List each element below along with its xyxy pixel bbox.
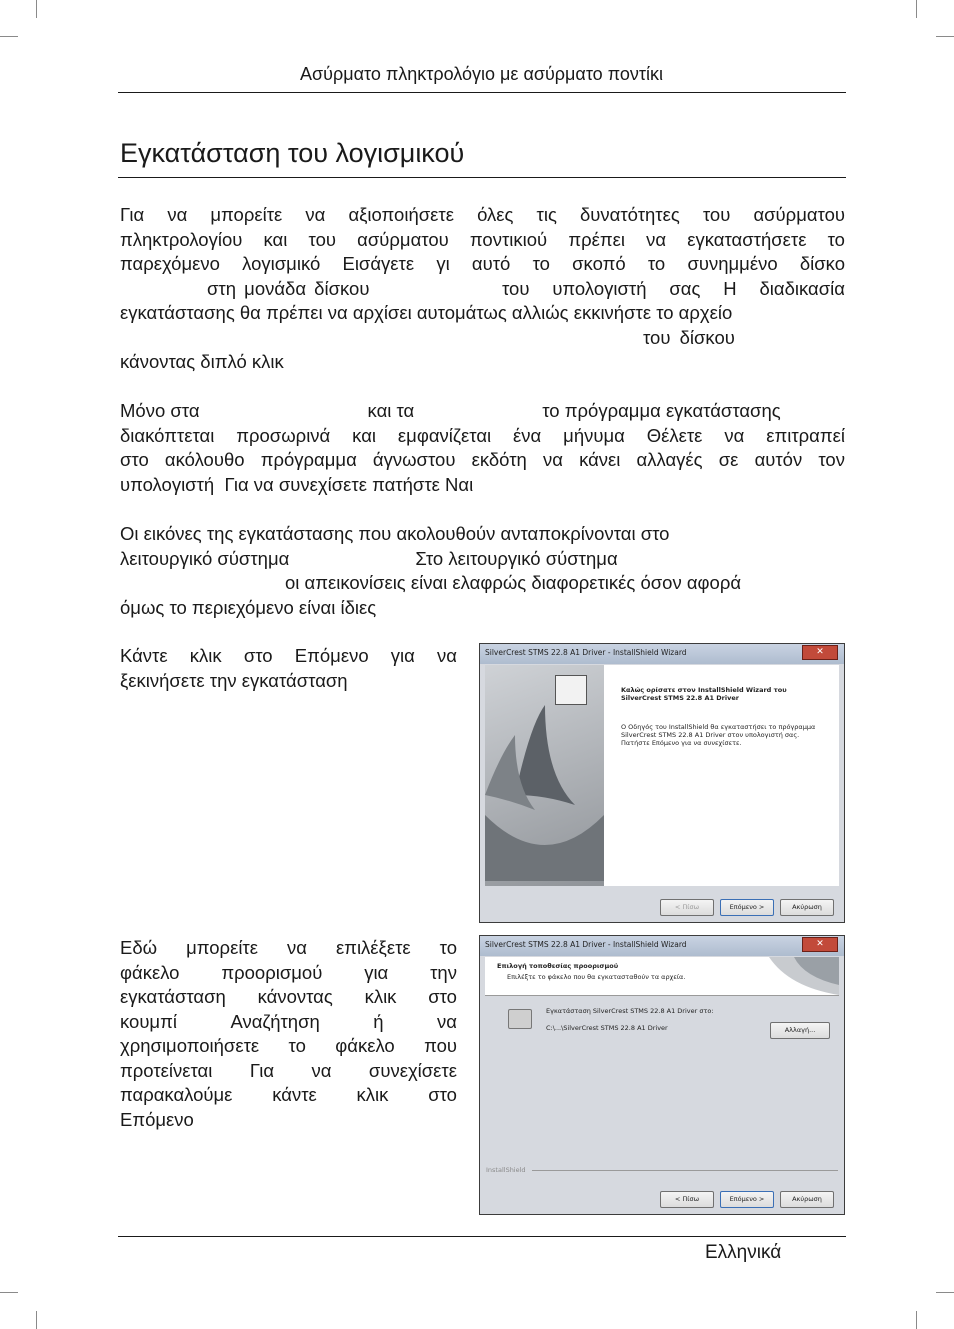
section-title: Εγκατάσταση του λογισμικού (120, 138, 465, 168)
footer-language: Ελληνικά (705, 1242, 782, 1263)
line: Μόνο στα και τα το πρόγραμμα εγκατάστασης (120, 400, 781, 421)
next-button[interactable]: Επόμενο > (720, 899, 774, 916)
close-icon[interactable]: ✕ (802, 937, 838, 952)
crop-mark (36, 1311, 37, 1329)
line: Επόμενο (120, 1108, 194, 1130)
line: εγκατάστασης θα πρέπει να αρχίσει αυτομάτως αλλιώς εκκινήστε το αρχείο (120, 302, 733, 323)
line: οι απεικονίσεις είναι ελαφρώς διαφορετικές όσον αφορά (285, 572, 742, 593)
line: ξεκινήσετε την εγκατάσταση (120, 669, 348, 691)
running-header: Ασύρματο πληκτρολόγιο με ασύρματο ποντίκι (300, 64, 663, 84)
crop-mark (0, 1292, 18, 1293)
dialog-title: SilverCrest STMS 22.8 A1 Driver - InstallShield Wizard (485, 940, 687, 949)
welcome-dialog-screenshot (479, 643, 845, 923)
cancel-button[interactable]: Ακύρωση (780, 1191, 834, 1208)
line: προτείνεται Για να συνεχίσετε (120, 1059, 457, 1081)
line: πληκτρολογίου και του ασύρματου ποντικιού πρέπει να εγκαταστήσετε το (120, 228, 845, 250)
line: παρεχόμενο λογισμικό Εισάγετε γι αυτό το σκοπό το συνημμένο δίσκο (120, 253, 845, 274)
install-path: C:\...\SilverCrest STMS 22.8 A1 Driver (546, 1024, 668, 1032)
line: Για να μπορείτε να αξιοποιήσετε όλες τις δυνατότητες του ασύρματου (120, 204, 845, 225)
line: υπολογιστή Για να συνεχίσετε πατήστε Ναι (120, 473, 474, 495)
title-rule (118, 177, 846, 178)
wizard-header-graphic (749, 957, 839, 995)
dialog-titlebar (480, 936, 844, 956)
line: κάνοντας διπλό κλικ (120, 351, 284, 372)
destination-heading: Επιλογή τοποθεσίας προορισμού (497, 962, 619, 970)
line: του δίσκου (643, 326, 735, 348)
back-button[interactable]: < Πίσω (660, 899, 714, 916)
line: παρακαλούμε κάντε κλικ στο (120, 1084, 457, 1105)
folder-icon (508, 1009, 532, 1029)
header-rule (118, 92, 846, 93)
dialog-title: SilverCrest STMS 22.8 A1 Driver - InstallShield Wizard (485, 648, 687, 657)
dialog-titlebar (480, 644, 844, 664)
step-destination-text (120, 936, 457, 1132)
installshield-brand: InstallShield (486, 1166, 526, 1174)
crop-mark (936, 36, 954, 37)
footer-rule (118, 1236, 846, 1237)
back-button[interactable]: < Πίσω (660, 1191, 714, 1208)
step-welcome-text (120, 644, 457, 693)
line: Κάντε κλικ στο Επόμενο για να (120, 645, 457, 666)
dialog-buttons (660, 899, 834, 916)
crop-mark (916, 1311, 917, 1329)
dialog-header-panel (485, 957, 839, 995)
line: διακόπτεται προσωρινά και εμφανίζεται ένα μήνυμα Θέλετε να επιτραπεί (120, 424, 845, 446)
line: Εδώ μπορείτε να επιλέξετε το (120, 937, 457, 958)
line: λειτουργικό σύστημα Στο λειτουργικό σύστημα (120, 547, 618, 569)
header-divider (485, 995, 839, 996)
paragraph-os-note (120, 522, 845, 620)
close-icon[interactable]: ✕ (802, 645, 838, 660)
line: φάκελο προορισμού για την (120, 961, 457, 983)
destination-dialog-screenshot (479, 935, 845, 1215)
footer-divider (532, 1170, 838, 1171)
installshield-logo-icon (555, 675, 587, 705)
dialog-buttons (660, 1191, 834, 1208)
line: εγκατάσταση κάνοντας κλικ στο (120, 986, 457, 1007)
crop-mark (936, 1292, 954, 1293)
cancel-button[interactable]: Ακύρωση (780, 899, 834, 916)
line: χρησιμοποιήσετε το φάκελο που (120, 1035, 457, 1056)
paragraph-intro (120, 203, 845, 375)
dialog-body (485, 665, 839, 886)
line: Οι εικόνες της εγκατάστασης που ακολουθούν ανταποκρίνονται στο (120, 523, 670, 544)
next-button[interactable]: Επόμενο > (720, 1191, 774, 1208)
line: κουμπί Αναζήτηση ή να (120, 1010, 457, 1032)
destination-subtitle: Επιλέξτε το φάκελο που θα εγκατασταθούν τα αρχεία. (507, 973, 686, 981)
crop-mark (36, 0, 37, 18)
line: όμως το περιεχόμενο είναι ίδιες (120, 596, 377, 618)
line: στη μονάδα δίσκου του υπολογιστή σας Η διαδικασία (207, 277, 845, 299)
change-button[interactable]: Αλλαγή... (770, 1022, 830, 1039)
welcome-text: Ο Οδηγός του InstallShield θα εγκαταστήσει το πρόγραμμα SilverCrest STMS 22.8 A1 Driver στον υπολογιστή σας. Πατήστε Επόμενο για να συνεχίσετε. (621, 723, 816, 747)
welcome-heading: Καλώς ορίσατε στον InstallShield Wizard του SilverCrest STMS 22.8 A1 Driver (621, 686, 787, 702)
install-to-label: Εγκατάσταση SilverCrest STMS 22.8 A1 Driver στο: (546, 1007, 714, 1015)
wizard-side-graphic (485, 665, 604, 886)
crop-mark (0, 36, 18, 37)
line: στο ακόλουθο πρόγραμμα άγνωστου εκδότη να κάνει αλλαγές σε αυτόν τον (120, 449, 845, 470)
paragraph-uac (120, 399, 845, 497)
crop-mark (916, 0, 917, 18)
